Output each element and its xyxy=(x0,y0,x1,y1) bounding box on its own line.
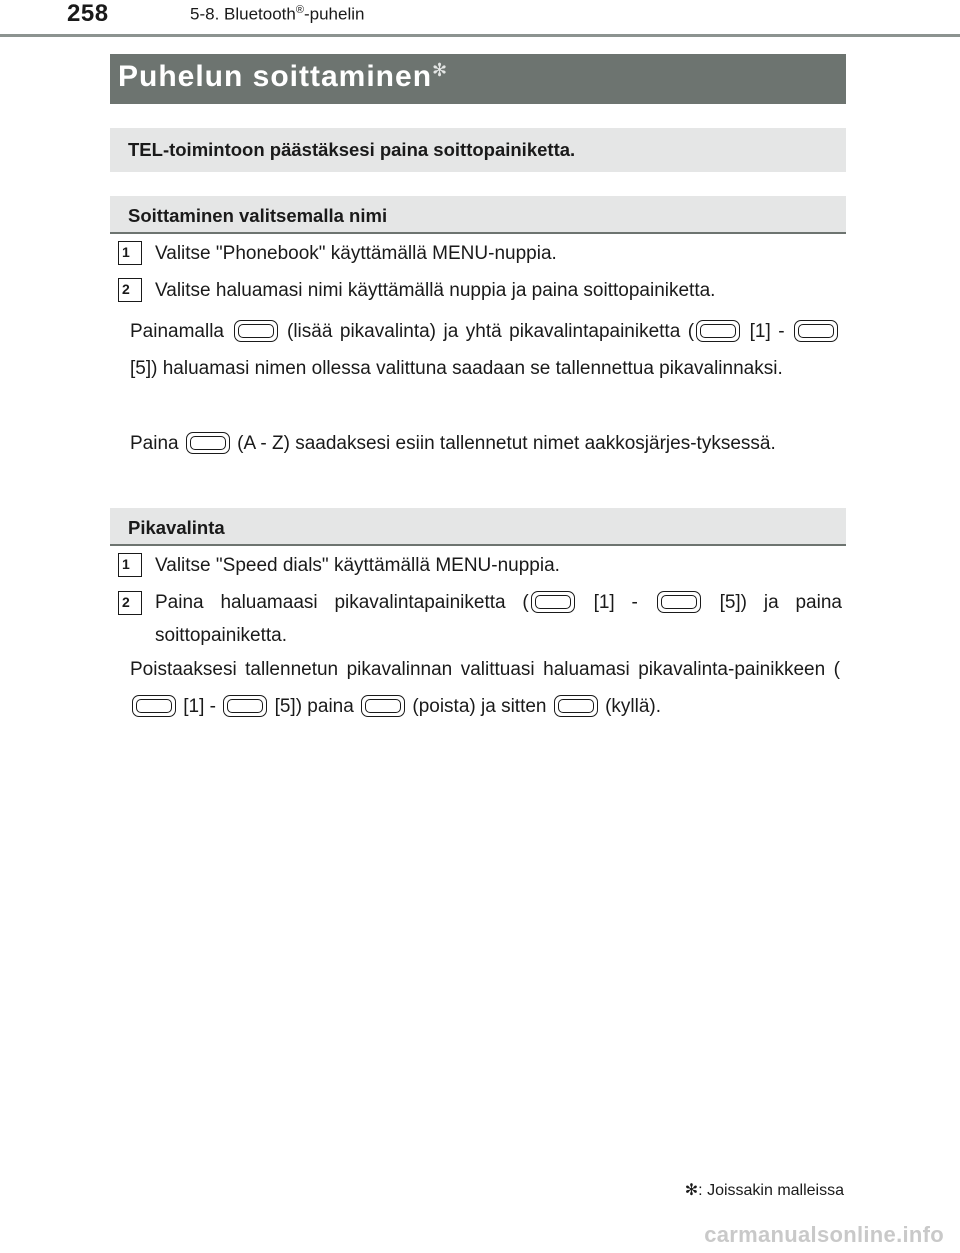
speed-dial-1-button-icon xyxy=(531,591,575,613)
yes-button-icon xyxy=(554,695,598,717)
text: ( xyxy=(687,321,695,342)
section-title: Puhelun soittaminen xyxy=(118,60,433,93)
header-rule xyxy=(0,34,960,37)
section-title-banner xyxy=(110,54,846,104)
text: Paina haluamaasi pikavalintapainiketta ( xyxy=(155,592,529,613)
step-number-badge: 2 xyxy=(118,278,142,302)
step-number-badge: 2 xyxy=(118,591,142,615)
paragraph-delete-speed-dial xyxy=(130,651,840,725)
paragraph-alphabetical xyxy=(130,425,840,462)
step-number-badge: 1 xyxy=(118,241,142,265)
intro-box: TEL-toimintoon päästäksesi paina soittopainiketta. xyxy=(110,128,846,172)
a-z-button-icon xyxy=(186,432,230,454)
step-text: Valitse haluamasi nimi käyttämällä nuppia ja paina soittopainiketta. xyxy=(155,280,716,301)
speed-dial-5-button-icon xyxy=(223,695,267,717)
speed-dial-1-button-icon xyxy=(132,695,176,717)
text: Painamalla xyxy=(130,321,224,342)
chapter-running-head xyxy=(190,4,364,25)
step-number-badge: 1 xyxy=(118,553,142,577)
text: (poista) ja sitten xyxy=(412,696,547,717)
speed-dial-1-button-icon xyxy=(696,320,740,342)
subhead-speed-dial: Pikavalinta xyxy=(110,508,846,546)
registered-mark: ® xyxy=(295,4,304,16)
page-number: 258 xyxy=(67,0,109,27)
step-text: Valitse "Phonebook" käyttämällä MENU-nuppia. xyxy=(155,243,557,264)
text: (A - Z) saadaksesi esiin tallennetut nimet aakkosjärjes-tyksessä. xyxy=(237,433,776,454)
text: [5]) haluamasi nimen ollessa valittuna saadaan se tallennettua pikavalinnaksi. xyxy=(130,358,783,379)
text: [1] - xyxy=(593,592,638,613)
speed-dial-5-button-icon xyxy=(657,591,701,613)
add-speed-dial-button-icon xyxy=(234,320,278,342)
chapter-prefix: 5-8. Bluetooth xyxy=(190,4,296,24)
text: (kyllä). xyxy=(605,696,662,717)
watermark: carmanualsonline.info xyxy=(704,1222,944,1247)
footnote: ✻: Joissakin malleissa xyxy=(684,1182,844,1199)
text: Poistaaksesi tallennetun pikavalinnan valittuasi haluamasi pikavalinta-painikkeen ( xyxy=(130,659,840,680)
speed-dial-5-button-icon xyxy=(794,320,838,342)
asterisk-icon: ✻ xyxy=(432,60,449,80)
text: Paina xyxy=(130,433,179,454)
step-text: Valitse "Speed dials" käyttämällä MENU-nuppia. xyxy=(155,555,560,576)
chapter-suffix: -puhelin xyxy=(303,4,365,24)
subhead-call-by-name: Soittaminen valitsemalla nimi xyxy=(110,196,846,234)
text: [1] - xyxy=(749,321,785,342)
paragraph-add-speed-dial xyxy=(130,313,840,387)
text: [1] - xyxy=(183,696,217,717)
step-text xyxy=(155,586,842,652)
text: [5]) ja paina soittopainiketta. xyxy=(155,592,842,646)
text: (lisää pikavalinta) ja yhtä pikavalintapainiketta xyxy=(287,321,681,342)
text: [5]) paina xyxy=(274,696,354,717)
delete-button-icon xyxy=(361,695,405,717)
